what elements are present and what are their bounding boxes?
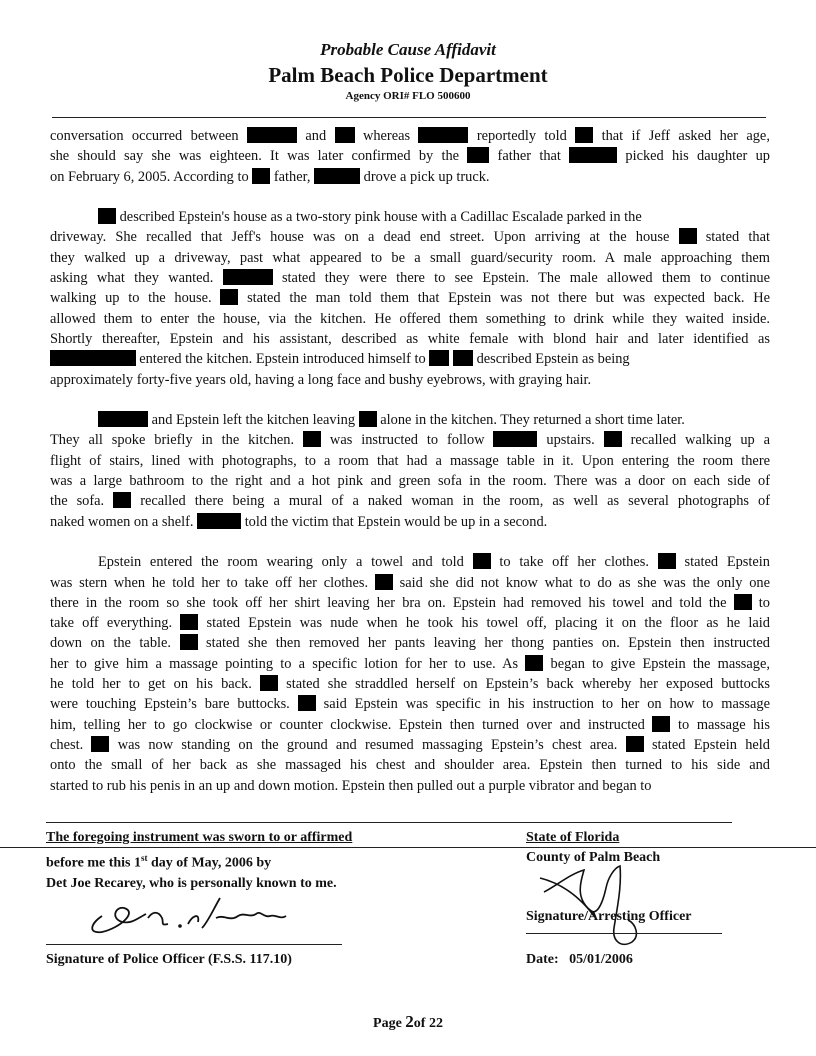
text-line: was stern when he told her to take off her clothes. said she did not know what to do as she was the only one (50, 574, 770, 591)
officer-signature-label: Signature of Police Officer (F.S.S. 117.10) (46, 952, 292, 967)
text-line: Shortly thereafter, Epstein and his assistant, described as white female with blond hair and later identified as (50, 330, 770, 347)
redaction (493, 431, 537, 447)
text-line: he told her to get on his back. stated she straddled herself on Epstein’s back whereby her exposed buttocks (50, 676, 770, 693)
arresting-officer-signature (536, 858, 656, 958)
redaction (180, 634, 198, 650)
page-number: Page 2of 22 (373, 1012, 443, 1031)
redaction (303, 431, 321, 447)
text-line: him, telling her to go clockwise or counter clockwise. Epstein then turned over and instructed to massage his (50, 716, 770, 733)
agency-ori: Agency ORI# FLO 500600 (345, 90, 471, 102)
redaction (525, 655, 543, 671)
department-name: Palm Beach Police Department (268, 63, 548, 87)
text-line: chest. was now standing on the ground and resumed massaging Epstein’s chest area. stated Epstein held (50, 736, 770, 753)
text-line: Epstein entered the room wearing only a towel and told to take off her clothes. stated Epstein (98, 554, 770, 571)
text-line: conversation occurred between and whereas reportedly told that if Jeff asked her age, (50, 128, 770, 144)
text-line: and Epstein left the kitchen leaving alone in the kitchen. They returned a short time later. (50, 410, 770, 430)
redaction (113, 492, 131, 508)
sworn-line-1: The foregoing instrument was sworn to or affirmed (46, 830, 353, 845)
text-line: were touching Epstein’s bare buttocks. said Epstein was specific in his instruction to her on how to massage (50, 696, 770, 713)
text-line: allowed them to enter the house, via the kitchen. He offered them something to drink while they waited inside. (50, 310, 770, 327)
text-line: described Epstein's house as a two-story pink house with a Cadillac Escalade parked in the (50, 207, 770, 227)
sworn-statement (46, 828, 406, 894)
redaction (575, 127, 593, 143)
redaction (98, 411, 148, 427)
text-line: there in the room so she took off her shirt leaving her bra on. Epstein had removed his towel and told the to (50, 594, 770, 611)
text-line: she should say she was eighteen. It was later confirmed by the father that picked his daughter up (50, 148, 770, 165)
redaction (658, 553, 676, 569)
arresting-officer-label: Signature/Arresting Officer (526, 909, 692, 924)
redaction (180, 614, 198, 630)
sworn-line-2: before me this 1st day of May, 2006 by (46, 853, 272, 871)
redaction (679, 228, 697, 244)
redaction (734, 594, 752, 610)
redaction (453, 350, 473, 366)
text-line: approximately forty-five years old, having a long face and bushy eyebrows, with graying hair. (50, 371, 592, 388)
redaction (473, 553, 491, 569)
text-line: flight of stairs, lined with photographs, to a room that had a massage table in it. Upon entering the room there (50, 452, 770, 469)
arresting-signature-line (526, 933, 722, 934)
text-line: naked women on a shelf. told the victim that Epstein would be up in a second. (50, 513, 548, 530)
text-line: walking up to the house. stated the man told them that Epstein was not there but was expected back. He (50, 290, 770, 307)
date-value: 05/01/2006 (569, 952, 633, 967)
text-line: asking what they wanted. stated they were there to see Epstein. The male allowed them to continue (50, 270, 770, 287)
text-line: They all spoke briefly in the kitchen. was instructed to follow upstairs. recalled walking up a (50, 432, 770, 449)
police-officer-signature (80, 888, 320, 948)
redaction (375, 574, 393, 590)
redaction (298, 695, 316, 711)
text-line: , entered the kitchen. Epstein introduced himself to described Epstein as being (50, 349, 770, 369)
redaction (429, 350, 449, 366)
sworn-line-3: Det Joe Recarey, who is personally known to me. (46, 875, 337, 891)
affidavit-body (50, 126, 770, 796)
text-line: her to give him a massage pointing to a specific lotion for her to use. As began to give Epstein the massage, (50, 655, 770, 672)
text-line: on February 6, 2005. According to father, drove a pick up truck. (50, 168, 490, 185)
redaction (626, 736, 644, 752)
header-rule (52, 117, 766, 118)
redaction (314, 168, 360, 184)
state-label: State of Florida (526, 830, 620, 845)
redaction (652, 716, 670, 732)
redaction (247, 127, 297, 143)
text-line: onto the small of her back as she massaged his chest and shoulder area. Epstein then turned to his side and (50, 757, 770, 774)
redaction (260, 675, 278, 691)
redaction (335, 127, 355, 143)
affidavit-title: Probable Cause Affidavit (320, 40, 496, 59)
redaction (98, 208, 116, 224)
redaction (252, 168, 270, 184)
redaction (418, 127, 468, 143)
text-line: down on the table. stated she then removed her pants leaving her thong panties on. Epstein then instructed (50, 635, 770, 652)
redaction (50, 350, 136, 366)
officer-signature-line (46, 944, 342, 945)
redaction (467, 147, 489, 163)
text-line: started to rub his penis in an up and down motion. Epstein then pulled out a purple vibrator and began to (50, 777, 652, 794)
text-line: the sofa. recalled there being a mural of a naked woman in the room, as well as several photographs of (50, 493, 770, 510)
redaction (223, 269, 273, 285)
redaction (220, 289, 238, 305)
text-line: driveway. She recalled that Jeff's house was on a dead end street. Upon arriving at the house stated that (50, 229, 770, 246)
text-line: take off everything. stated Epstein was nude when he took his towel off, placing it on the floor as he laid (50, 615, 770, 632)
redaction (569, 147, 617, 163)
redaction (359, 411, 377, 427)
date-field: Date: 05/01/2006 (526, 952, 633, 967)
redaction (91, 736, 109, 752)
footer-rule-top (46, 822, 732, 823)
text-line: was a large bathroom to the right and a hot pink and green sofa in the room. There was a door on each side of (50, 473, 770, 490)
redaction (197, 513, 241, 529)
text-line: they walked up a driveway, past what appeared to be a small guard/security room. A male approaching them (50, 249, 770, 266)
county-label: County of Palm Beach (526, 850, 661, 865)
redaction (604, 431, 622, 447)
